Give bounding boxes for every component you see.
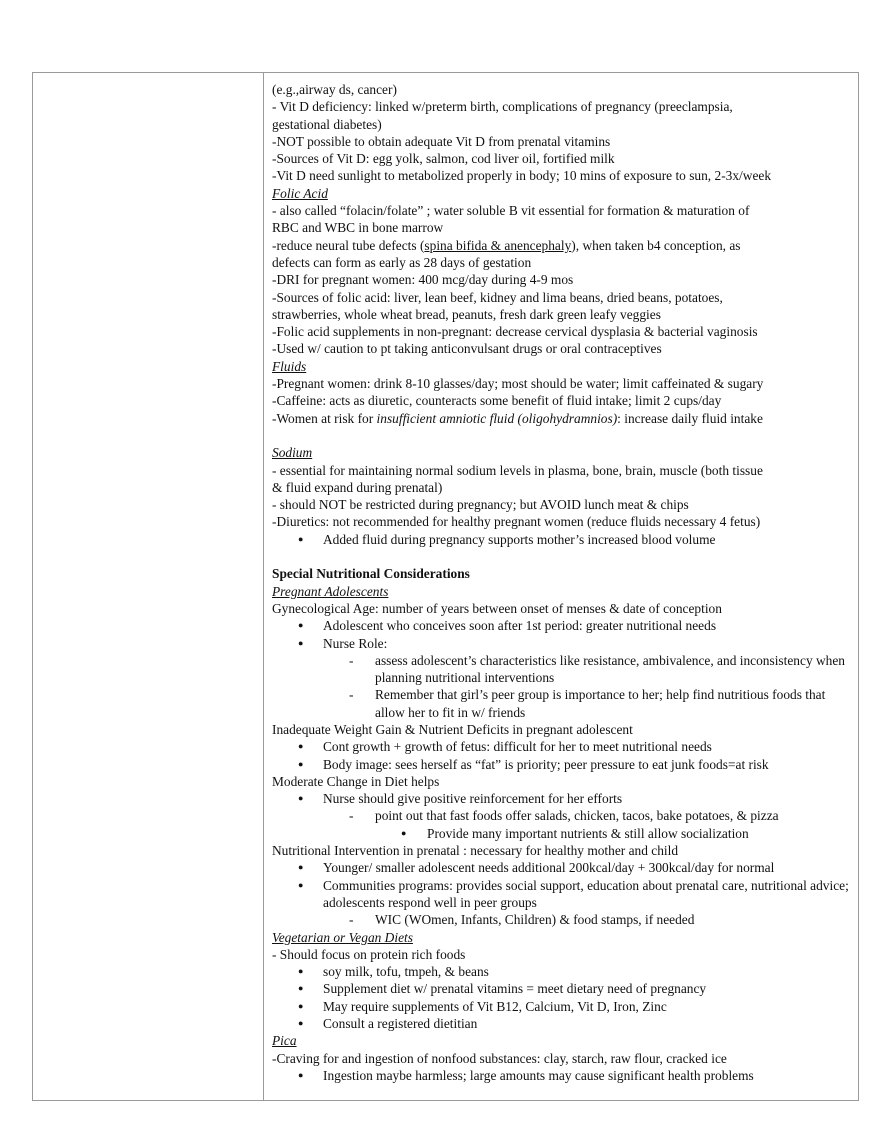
- text-line: -Used w/ caution to pt taking anticonvulsant drugs or oral contraceptives: [272, 341, 662, 357]
- bullet-item: ● Added fluid during pregnancy supports mother’s increased blood volume: [272, 531, 857, 548]
- sub-bullet-item: ● Provide many important nutrients & still allow socialization: [272, 825, 857, 842]
- text-line: - should NOT be restricted during pregnancy; but AVOID lunch meat & chips: [272, 497, 689, 513]
- bullet-item: ● Adolescent who conceives soon after 1st period: greater nutritional needs: [272, 617, 857, 634]
- text-line: -Folic acid supplements in non-pregnant: decrease cervical dysplasia & bacterial vaginosis: [272, 324, 758, 340]
- dash-item: [272, 807, 857, 824]
- bullet-item: ● Younger/ smaller adolescent needs additional 200kcal/day + 300kcal/day for normal: [272, 859, 857, 876]
- dash-item-text: assess adolescent’s characteristics like resistance, ambivalence, and inconsistency when planning nutritional interventions: [375, 652, 845, 686]
- dash-item: [272, 911, 857, 928]
- subheading-pregnant-adolescents: Pregnant Adolescents: [272, 583, 389, 599]
- bullet-item: ● Communities programs: provides social support, education about prenatal care, nutritional advice; adolescents respond well in peer groups: [272, 877, 857, 912]
- text-line: - Should focus on protein rich foods: [272, 946, 466, 962]
- underlined-term: spina bifida & anencephaly: [424, 237, 572, 253]
- dash-marker: -: [349, 912, 354, 928]
- dash-marker: -: [349, 652, 354, 668]
- blank-line: [272, 548, 857, 565]
- dash-item-text: Remember that girl’s peer group is importance to her; help find nutritious foods that allow her to fit in w/ friends: [375, 687, 826, 720]
- blank-line: [272, 427, 857, 444]
- text-line: -Caffeine: acts as diuretic, counteracts some benefit of fluid intake; limit 2 cups/day: [272, 393, 722, 409]
- text-line: -Diuretics: not recommended for healthy pregnant women (reduce fluids necessary 4 fetus): [272, 514, 761, 530]
- text-line: - Vit D deficiency: linked w/preterm birth, complications of pregnancy (preeclampsia,: [272, 99, 733, 115]
- text-line: strawberries, whole wheat bread, peanuts, fresh dark green leafy veggies: [272, 306, 661, 322]
- text-line: -Craving for and ingestion of nonfood substances: clay, starch, raw flour, cracked ice: [272, 1050, 727, 1066]
- dash-item-text: WIC (WOmen, Infants, Children) & food stamps, if needed: [375, 912, 695, 928]
- text-span: -reduce neural tube defects (: [272, 237, 425, 253]
- notes-content-cell: [272, 81, 857, 1084]
- text-line: [272, 237, 857, 254]
- text-line: -NOT possible to obtain adequate Vit D from prenatal vitamins: [272, 133, 611, 149]
- text-line: gestational diabetes): [272, 116, 382, 132]
- left-column-cell: [33, 73, 264, 1100]
- text-line: -Sources of folic acid: liver, lean beef, kidney and lima beans, dried beans, potatoes,: [272, 289, 723, 305]
- text-line: Nutritional Intervention in prenatal : necessary for healthy mother and child: [272, 843, 679, 859]
- text-line: -Pregnant women: drink 8-10 glasses/day; most should be water; limit caffeinated & sugary: [272, 376, 764, 392]
- text-span: : increase daily fluid intake: [617, 410, 763, 426]
- section-heading-sodium: Sodium: [272, 445, 313, 461]
- text-span: -Women at risk for: [272, 410, 377, 426]
- dash-item: [272, 652, 857, 687]
- notes-table: [32, 72, 859, 1101]
- text-line: [272, 410, 857, 427]
- dash-marker: -: [349, 687, 354, 703]
- text-line: (e.g.,airway ds, cancer): [272, 82, 397, 97]
- bullet-item: ● Nurse Role:: [272, 635, 857, 652]
- text-line: RBC and WBC in bone marrow: [272, 220, 444, 236]
- dash-item-text: point out that fast foods offer salads, chicken, tacos, bake potatoes, & pizza: [375, 808, 779, 824]
- text-line: & fluid expand during prenatal): [272, 479, 443, 495]
- section-heading-fluids: Fluids: [272, 358, 307, 374]
- section-heading-special-nutrition: Special Nutritional Considerations: [272, 566, 470, 582]
- text-line: defects can form as early as 28 days of gestation: [272, 254, 532, 270]
- dash-item: [272, 686, 857, 721]
- bullet-item: ● May require supplements of Vit B12, Calcium, Vit D, Iron, Zinc: [272, 998, 857, 1015]
- text-span: ), when taken b4 conception, as: [571, 237, 741, 253]
- italic-term: insufficient amniotic fluid (oligohydramnios): [376, 410, 618, 426]
- text-line: - also called “folacin/folate” ; water soluble B vit essential for formation & maturation of: [272, 203, 750, 219]
- bullet-item: ● Supplement diet w/ prenatal vitamins = meet dietary need of pregnancy: [272, 980, 857, 997]
- section-heading-folic-acid: Folic Acid: [272, 185, 328, 201]
- bullet-item: ● Cont growth + growth of fetus: difficult for her to meet nutritional needs: [272, 738, 857, 755]
- subheading-vegetarian-vegan: Vegetarian or Vegan Diets: [272, 929, 413, 945]
- bullet-item: ● Body image: sees herself as “fat” is priority; peer pressure to eat junk foods=at risk: [272, 756, 857, 773]
- bullet-item: ● Consult a registered dietitian: [272, 1015, 857, 1032]
- text-line: -DRI for pregnant women: 400 mcg/day during 4-9 mos: [272, 272, 574, 288]
- text-line: - essential for maintaining normal sodium levels in plasma, bone, brain, muscle (both tissue: [272, 462, 763, 478]
- text-line: Inadequate Weight Gain & Nutrient Deficits in pregnant adolescent: [272, 721, 633, 737]
- bullet-item: ● Ingestion maybe harmless; large amounts may cause significant health problems: [272, 1067, 857, 1084]
- bullet-item: ● soy milk, tofu, tmpeh, & beans: [272, 963, 857, 980]
- dash-marker: -: [349, 808, 354, 824]
- text-line: -Vit D need sunlight to metabolized properly in body; 10 mins of exposure to sun, 2-3x/week: [272, 168, 772, 184]
- bullet-item: ● Nurse should give positive reinforcement for her efforts: [272, 790, 857, 807]
- text-line: Gynecological Age: number of years between onset of menses & date of conception: [272, 600, 722, 616]
- subheading-pica: Pica: [272, 1033, 297, 1049]
- text-line: -Sources of Vit D: egg yolk, salmon, cod liver oil, fortified milk: [272, 151, 615, 167]
- text-line: Moderate Change in Diet helps: [272, 773, 440, 789]
